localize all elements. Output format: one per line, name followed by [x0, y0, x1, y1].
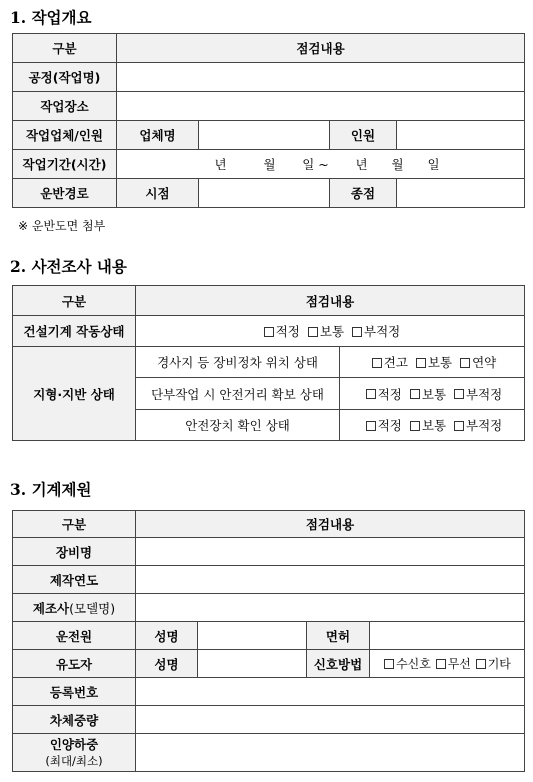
company-person-label: 작업업체/인원 [13, 121, 117, 150]
route-label: 운반경로 [13, 179, 117, 208]
checkbox-option[interactable] [362, 416, 402, 434]
location-label: 작업장소 [13, 92, 117, 121]
weight-label: 차체중량 [13, 706, 136, 734]
location-field[interactable] [117, 92, 525, 121]
checkbox-icon [366, 389, 376, 399]
survey-item: 단부작업 시 안전거리 확보 상태 [136, 378, 340, 410]
section1-title: 1. 작업개요 [10, 8, 92, 27]
checkbox-icon [372, 358, 382, 368]
period-field[interactable] [117, 150, 525, 179]
start-point-field[interactable] [199, 179, 330, 208]
option-label: 부적정 [466, 418, 503, 433]
checkbox-icon [410, 389, 420, 399]
route-drawing-note: ※ 운반도면 첨부 [18, 219, 106, 233]
checkbox-option[interactable] [362, 385, 402, 403]
checkbox-icon [366, 421, 376, 431]
personnel-field[interactable] [397, 121, 525, 150]
year-made-label: 제작연도 [13, 566, 136, 594]
checkbox-icon [416, 358, 426, 368]
option-label: 연약 [472, 355, 497, 370]
reg-number-label: 등록번호 [13, 678, 136, 706]
checkbox-icon [476, 659, 486, 669]
option-label: 적정 [377, 418, 402, 433]
option-label: 부적정 [466, 386, 503, 402]
option-label: 보통 [319, 324, 345, 339]
signal-method-label: 신호방법 [307, 650, 370, 678]
guide-name-label: 성명 [136, 650, 198, 678]
checkbox-option[interactable] [450, 416, 502, 434]
start-point-label: 시점 [117, 179, 199, 208]
checkbox-icon [410, 421, 420, 431]
checkbox-option[interactable] [406, 416, 446, 434]
period-label: 작업기간(시간) [13, 150, 117, 179]
guide-name-field[interactable] [198, 650, 307, 678]
operator-name-label: 성명 [136, 622, 198, 650]
process-label: 공정(작업명) [13, 63, 117, 92]
date-day2: 일 [427, 157, 440, 172]
survey-options [340, 347, 525, 378]
option-label: 수신호 [396, 657, 431, 671]
date-year2: 년 [355, 157, 368, 172]
license-field[interactable] [370, 622, 525, 650]
end-point-label: 종점 [330, 179, 397, 208]
date-month: 월 [263, 157, 276, 172]
checkbox-icon [454, 389, 464, 399]
col-content-header: 점검내용 [117, 34, 525, 63]
company-name-field[interactable] [199, 121, 330, 150]
process-field[interactable] [117, 63, 525, 92]
option-label: 적정 [275, 324, 300, 339]
option-label: 기타 [487, 657, 511, 671]
checkbox-option[interactable] [260, 322, 300, 340]
checkbox-icon [264, 327, 274, 337]
checkbox-icon [454, 421, 464, 431]
checkbox-icon [460, 358, 470, 368]
checkbox-option[interactable] [412, 353, 452, 371]
model-name-text: (모델명) [69, 600, 116, 616]
weight-field[interactable] [136, 706, 525, 734]
option-label: 적정 [377, 386, 402, 402]
manufacturer-field[interactable] [136, 594, 525, 622]
survey-options [340, 378, 525, 410]
license-label: 면허 [307, 622, 370, 650]
machine-spec-table [12, 510, 525, 772]
checkbox-icon [384, 659, 394, 669]
checkbox-option[interactable] [304, 322, 344, 340]
machine-status-label: 건설기계 작동상태 [13, 316, 136, 347]
work-overview-table [12, 33, 525, 208]
manufacturer-text: 제조사 [32, 600, 70, 616]
option-label: 보통 [421, 418, 447, 433]
option-label: 보통 [421, 386, 447, 402]
checkbox-icon [352, 327, 362, 337]
terrain-label: 지형·지반 상태 [13, 347, 136, 441]
col-category-header: 구분 [13, 286, 136, 316]
option-label: 보통 [427, 355, 453, 370]
guide-label: 유도자 [13, 650, 136, 678]
end-point-field[interactable] [397, 179, 525, 208]
checkbox-option[interactable] [435, 655, 471, 672]
lift-load-label [13, 734, 136, 772]
signal-method-options [370, 650, 525, 678]
survey-item: 안전장치 확인 상태 [136, 410, 340, 441]
lift-load-sub-text: (최대/최소) [45, 753, 103, 768]
manufacturer-label [13, 594, 136, 622]
equipment-name-label: 장비명 [13, 538, 136, 566]
checkbox-option[interactable] [456, 353, 496, 371]
col-content-header: 점검내용 [136, 286, 525, 316]
checkbox-option[interactable] [383, 655, 431, 672]
year-made-field[interactable] [136, 566, 525, 594]
checkbox-icon [308, 327, 318, 337]
pre-survey-table [12, 285, 525, 441]
option-label: 무선 [447, 657, 471, 671]
lift-load-field[interactable] [136, 734, 525, 772]
operator-name-field[interactable] [198, 622, 307, 650]
checkbox-option[interactable] [450, 385, 502, 403]
col-category-header: 구분 [13, 511, 136, 538]
machine-status-options [136, 316, 525, 347]
section3-title: 3. 기계제원 [10, 480, 92, 499]
checkbox-option[interactable] [348, 322, 400, 340]
col-content-header: 점검내용 [136, 511, 525, 538]
checkbox-option[interactable] [368, 353, 408, 371]
lift-load-text: 인양하중 [49, 736, 99, 752]
reg-number-field[interactable] [136, 678, 525, 706]
option-label: 견고 [383, 355, 408, 370]
date-month2: 월 [391, 157, 404, 172]
equipment-name-field[interactable] [136, 538, 525, 566]
company-name-label: 업체명 [117, 121, 199, 150]
operator-label: 운전원 [13, 622, 136, 650]
personnel-label: 인원 [330, 121, 397, 150]
col-category-header: 구분 [13, 34, 117, 63]
section2-title: 2. 사전조사 내용 [10, 257, 127, 276]
checkbox-option[interactable] [406, 385, 446, 403]
survey-item: 경사지 등 장비정차 위치 상태 [136, 347, 340, 378]
checkbox-option[interactable] [475, 655, 511, 672]
option-label: 부적정 [364, 324, 401, 339]
checkbox-icon [436, 659, 446, 669]
date-year: 년 [214, 157, 227, 172]
survey-options [340, 410, 525, 441]
date-day: 일 ~ [302, 157, 329, 172]
